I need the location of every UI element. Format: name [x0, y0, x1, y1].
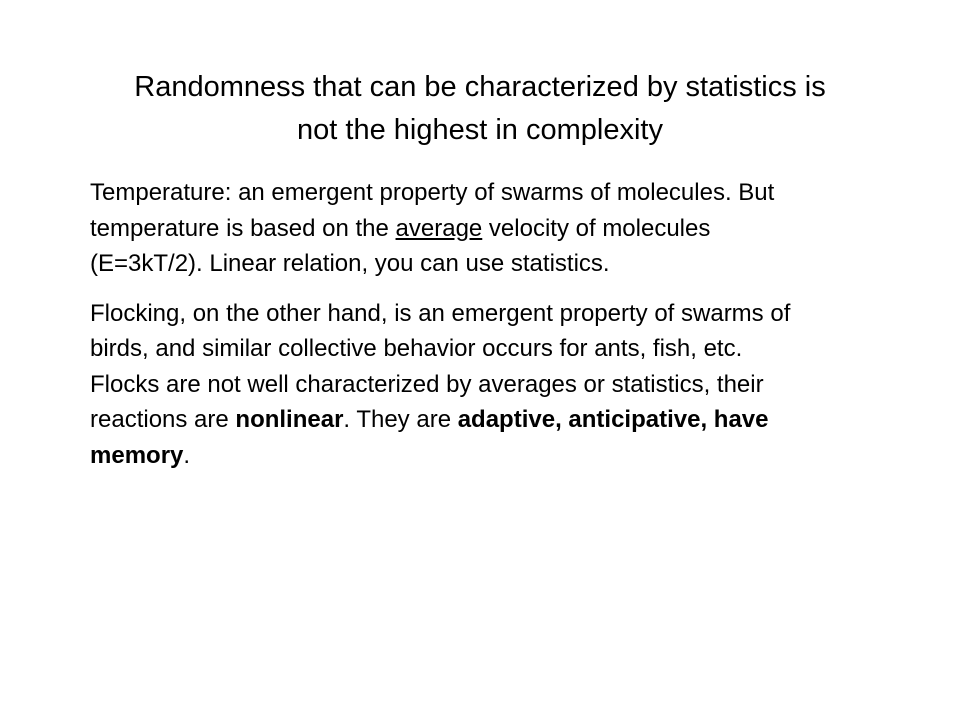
title-line-1: Randomness that can be characterized by statistics is — [134, 71, 826, 103]
title-line-2: not the highest in complexity — [297, 114, 663, 146]
slide-title — [20, 66, 940, 152]
slide-body — [90, 175, 810, 487]
para1-text-before: Temperature: an emergent property of swarms of molecules. But temperature is based on the — [90, 179, 775, 242]
para1-text-after: velocity of molecules (E=3kT/2). Linear relation, you can use statistics. — [90, 214, 711, 277]
paragraph-temperature — [90, 175, 810, 282]
bold-adaptive-traits: adaptive, anticipative, have memory — [90, 406, 769, 469]
para2-text-3: . — [183, 441, 191, 469]
underlined-average: average — [395, 214, 483, 242]
para2-text-2: . They are — [343, 406, 458, 433]
para2-text-1: Flocking, on the other hand, is an emergent property of swarms of birds, and similar collective behavior occurs for ants, fish, etc. Flocks are not well characterized by averages or statistics, their reactions are — [90, 299, 791, 433]
paragraph-flocking — [90, 296, 810, 474]
bold-nonlinear: nonlinear — [235, 406, 344, 433]
